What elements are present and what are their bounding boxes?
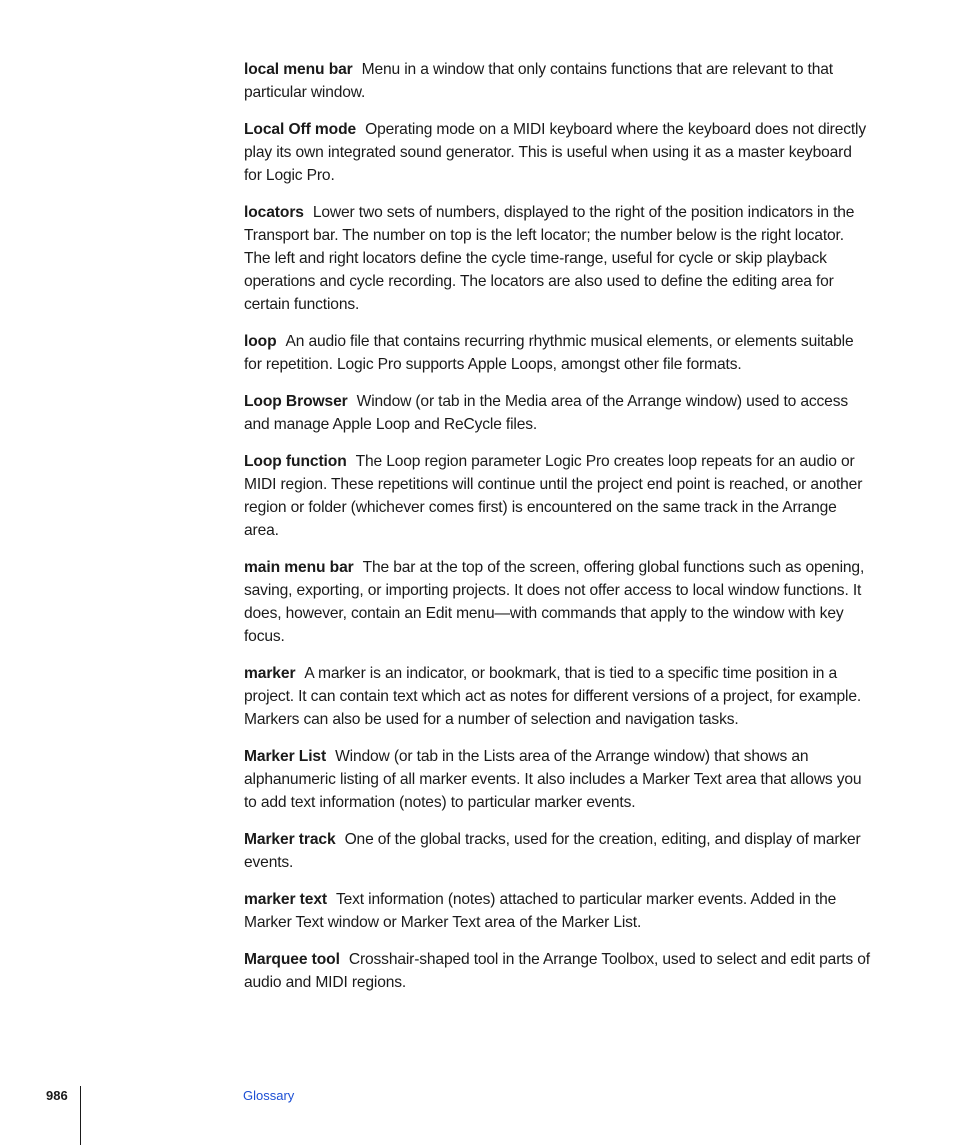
- glossary-definition: An audio file that contains recurring rhythmic musical elements, or elements suitable for repetition. Logic Pro supports Apple Loops, amongst other file formats.: [244, 333, 854, 373]
- glossary-entry-marquee-tool: [244, 948, 872, 994]
- glossary-definition: One of the global tracks, used for the creation, editing, and display of marker events.: [244, 831, 861, 871]
- glossary-term: Marquee tool: [244, 951, 340, 968]
- glossary-list: [244, 58, 872, 1008]
- glossary-definition: Window (or tab in the Media area of the Arrange window) used to access and manage Apple Loop and ReCycle files.: [244, 393, 849, 433]
- glossary-term: locators: [244, 204, 304, 221]
- glossary-definition: Crosshair-shaped tool in the Arrange Toolbox, used to select and edit parts of audio and MIDI regions.: [244, 951, 870, 991]
- glossary-entry-locators: [244, 201, 872, 316]
- glossary-definition: The Loop region parameter Logic Pro creates loop repeats for an audio or MIDI region. These repetitions will continue until the project end point is reached, or another region or folder (whichever comes first) is encountered on the same track in the Arrange area.: [244, 453, 863, 539]
- glossary-term: Loop Browser: [244, 393, 348, 410]
- glossary-entry-loop-browser: [244, 390, 872, 436]
- footer-section-link[interactable]: Glossary: [243, 1088, 295, 1103]
- glossary-term: Marker List: [244, 748, 327, 765]
- glossary-entry-marker-text: [244, 888, 872, 934]
- glossary-entry-marker-track: [244, 828, 872, 874]
- glossary-term: marker: [244, 665, 296, 682]
- glossary-definition: Window (or tab in the Lists area of the Arrange window) that shows an alphanumeric listing of all marker events. It also includes a Marker Text area that allows you to add text information (notes) to particular marker events.: [244, 748, 862, 811]
- glossary-entry-main-menu-bar: [244, 556, 872, 648]
- glossary-entry-marker: [244, 662, 872, 731]
- glossary-entry-loop-function: [244, 450, 872, 542]
- glossary-definition: Text information (notes) attached to particular marker events. Added in the Marker Text window or Marker Text area of the Marker List.: [244, 891, 837, 931]
- glossary-entry-local-menu-bar: [244, 58, 872, 104]
- glossary-term: main menu bar: [244, 559, 354, 576]
- glossary-term: Local Off mode: [244, 121, 357, 138]
- glossary-term: Loop function: [244, 453, 347, 470]
- glossary-definition: The bar at the top of the screen, offering global functions such as opening, saving, exporting, or importing projects. It does not offer access to local window functions. It does, however, contain an Edit menu—with commands that apply to the window with key focus.: [244, 559, 865, 645]
- glossary-definition: Lower two sets of numbers, displayed to the right of the position indicators in the Transport bar. The number on top is the left locator; the number below is the right locator. The left and right locators define the cycle time-range, useful for cycle or skip playback operations and cycle recording. The locators are also used to define the editing area for certain functions.: [244, 204, 855, 313]
- glossary-entry-marker-list: [244, 745, 872, 814]
- glossary-entry-loop: [244, 330, 872, 376]
- glossary-term: marker text: [244, 891, 327, 908]
- glossary-definition: A marker is an indicator, or bookmark, that is tied to a specific time position in a project. It can contain text which act as notes for different versions of a project, for example. Markers can also be used for a number of selection and navigation tasks.: [244, 665, 862, 728]
- glossary-definition: Menu in a window that only contains functions that are relevant to that particular window.: [244, 61, 833, 101]
- glossary-term: loop: [244, 333, 277, 350]
- glossary-entry-local-off-mode: [244, 118, 872, 187]
- glossary-term: local menu bar: [244, 61, 353, 78]
- page-number: 986: [46, 1088, 68, 1103]
- footer-divider: [80, 1086, 81, 1145]
- glossary-definition: Operating mode on a MIDI keyboard where the keyboard does not directly play its own integrated sound generator. This is useful when using it as a master keyboard for Logic Pro.: [244, 121, 867, 184]
- glossary-term: Marker track: [244, 831, 336, 848]
